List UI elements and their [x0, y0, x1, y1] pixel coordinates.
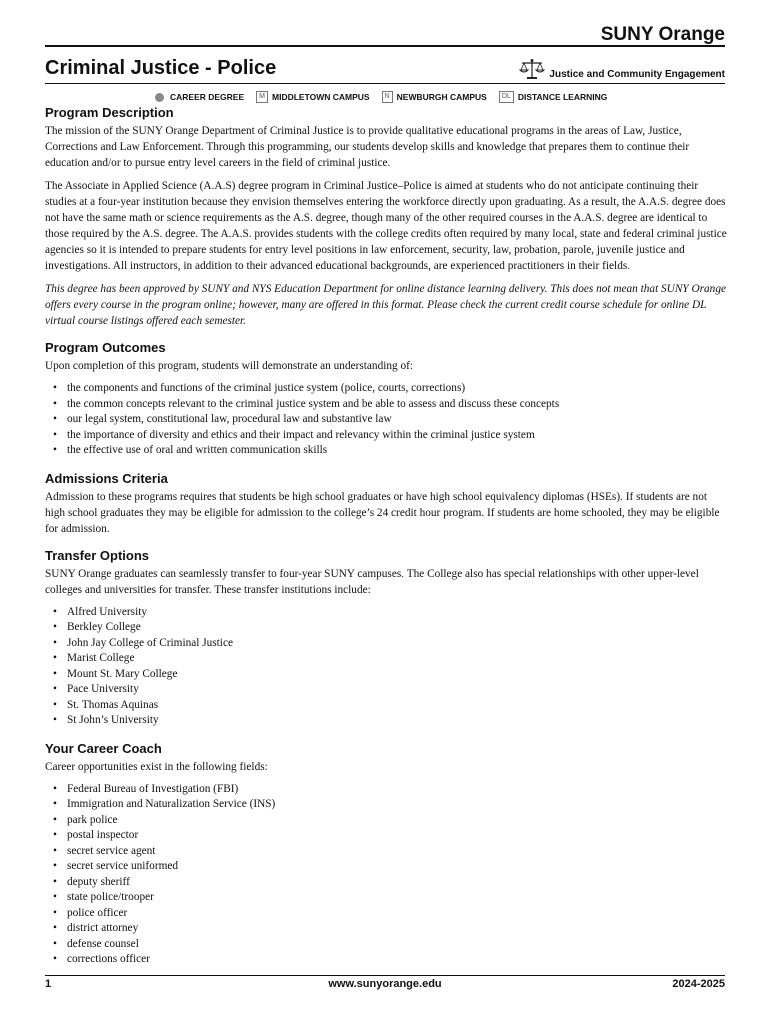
distance-learning-note: This degree has been approved by SUNY and NYS Education Department for online distance learning delivery. This does not mean that SUNY Orange offers every course in the program online; however, many are offered in this format. Please check the current credit course schedule for online DL virtual course listings offered each semester. — [45, 283, 726, 327]
tag-distance-learning: DL DISTANCE LEARNING — [499, 91, 608, 103]
tag-newburgh: N NEWBURGH CAMPUS — [382, 91, 487, 103]
list-item: • Federal Bureau of Investigation (FBI) — [53, 782, 728, 798]
tag-middletown: M MIDDLETOWN CAMPUS — [256, 91, 369, 103]
transfer-section — [45, 547, 728, 729]
list-item: • park police — [53, 813, 728, 829]
section-heading: Transfer Options — [45, 547, 150, 563]
list-item: • the common concepts relevant to the criminal justice system and be able to assess and discuss these concepts — [53, 397, 728, 413]
list-item: • corrections officer — [53, 952, 728, 968]
paragraph: The Associate in Applied Science (A.A.S) degree program in Criminal Justice–Police is aimed at students who do not anticipate continuing their studies at a four-year institution because they envision themselves entering the workforce directly upon graduating. As a result, the A.A.S. degree does not have the same math or science requirements as the A.S. degree, though many of the other required courses in the A.A.S. degree are identical to those required by the A.S. degree. The A.A.S. provides students with the college credits often required by many local, state and federal criminal justice agencies so it is intended to prepare students for entry level positions in law enforcement, security, law, probation, parole, juvenile justice and investigations. All instructors, in addition to their advanced educational backgrounds, are experienced practitioners in their fields. — [45, 180, 727, 272]
list-item: • Marist College — [53, 651, 728, 667]
list-item: • our legal system, constitutional law, procedural law and substantive law — [53, 412, 728, 428]
list-item: • postal inspector — [53, 828, 728, 844]
distance-learning-icon: DL — [499, 91, 514, 103]
list-item: • John Jay College of Criminal Justice — [53, 636, 728, 652]
list-item: • the effective use of oral and written communication skills — [53, 443, 728, 459]
paragraph: SUNY Orange graduates can seamlessly transfer to four-year SUNY campuses. The College also has special relationships with other upper-level colleges and universities for transfer. These transfer institutions include: — [45, 567, 699, 596]
footer-rule — [45, 975, 725, 976]
section-heading: Program Outcomes — [45, 340, 166, 355]
page-number: 1 — [45, 978, 52, 990]
paragraph: The mission of the SUNY Orange Department of Criminal Justice is to provide qualitative educational programs in the areas of Law, Justice, Corrections and Law Enforcement. Through this programming, our students develop skills and knowledge that prepares them to continue their education and/or to pursue entry level careers in the field of criminal justice. — [45, 125, 690, 169]
outcomes-list — [45, 381, 728, 459]
list-item: • Immigration and Naturalization Service (INS) — [53, 797, 728, 813]
list-item: • defense counsel — [53, 937, 728, 953]
career-section — [45, 740, 728, 968]
paragraph: Career opportunities exist in the following fields: — [45, 760, 268, 773]
section-heading: Program Description — [45, 105, 174, 120]
list-item: • secret service uniformed — [53, 859, 728, 875]
brand-name: SUNY Orange — [600, 24, 725, 45]
circle-icon — [155, 93, 164, 102]
list-item: • police officer — [53, 906, 728, 922]
section-heading: Admissions Criteria — [45, 470, 168, 486]
list-item: • deputy sheriff — [53, 875, 728, 891]
list-item: • the components and functions of the criminal justice system (police, courts, corrections) — [53, 381, 728, 397]
department-text: Justice and Community Engagement — [549, 69, 725, 80]
section-heading: Your Career Coach — [45, 740, 162, 756]
paragraph: Admission to these programs requires that students be high school graduates or have high school equivalency diplomas (HSEs). If students are not high school graduates they may be eligible for admission to the college’s 24 credit hour program. If students are home schooled, they may be eligible for admission. — [45, 490, 720, 535]
list-item: • St. Thomas Aquinas — [53, 698, 728, 714]
newburgh-icon: N — [382, 91, 393, 103]
department-label — [519, 58, 725, 80]
scales-of-justice-icon — [519, 58, 545, 80]
list-item: • secret service agent — [53, 844, 728, 860]
main-content — [45, 104, 728, 979]
career-list — [45, 782, 728, 968]
program-tags — [155, 91, 619, 103]
website-link[interactable]: www.sunyorange.edu — [328, 978, 442, 990]
list-item: • the importance of diversity and ethics and their impact and relevancy within the criminal justice system — [53, 428, 728, 444]
list-item: • Mount St. Mary College — [53, 667, 728, 683]
transfer-list — [45, 605, 728, 729]
admissions-section — [45, 470, 728, 537]
list-item: • Berkley College — [53, 620, 728, 636]
page-title: Criminal Justice - Police — [45, 57, 277, 79]
list-item: • Alfred University — [53, 605, 728, 621]
list-item: • state police/trooper — [53, 890, 728, 906]
paragraph: Upon completion of this program, students will demonstrate an understanding of: — [45, 360, 414, 372]
header-rule — [45, 45, 725, 47]
list-item: • district attorney — [53, 921, 728, 937]
list-item: • Pace University — [53, 682, 728, 698]
program-outcomes-section — [45, 339, 728, 459]
title-rule — [45, 83, 725, 84]
list-item: • St John’s University — [53, 713, 728, 729]
program-description-section — [45, 104, 728, 329]
tag-career-degree: CAREER DEGREE — [155, 92, 244, 102]
middletown-icon: M — [256, 91, 268, 103]
catalog-year: 2024-2025 — [672, 978, 725, 990]
